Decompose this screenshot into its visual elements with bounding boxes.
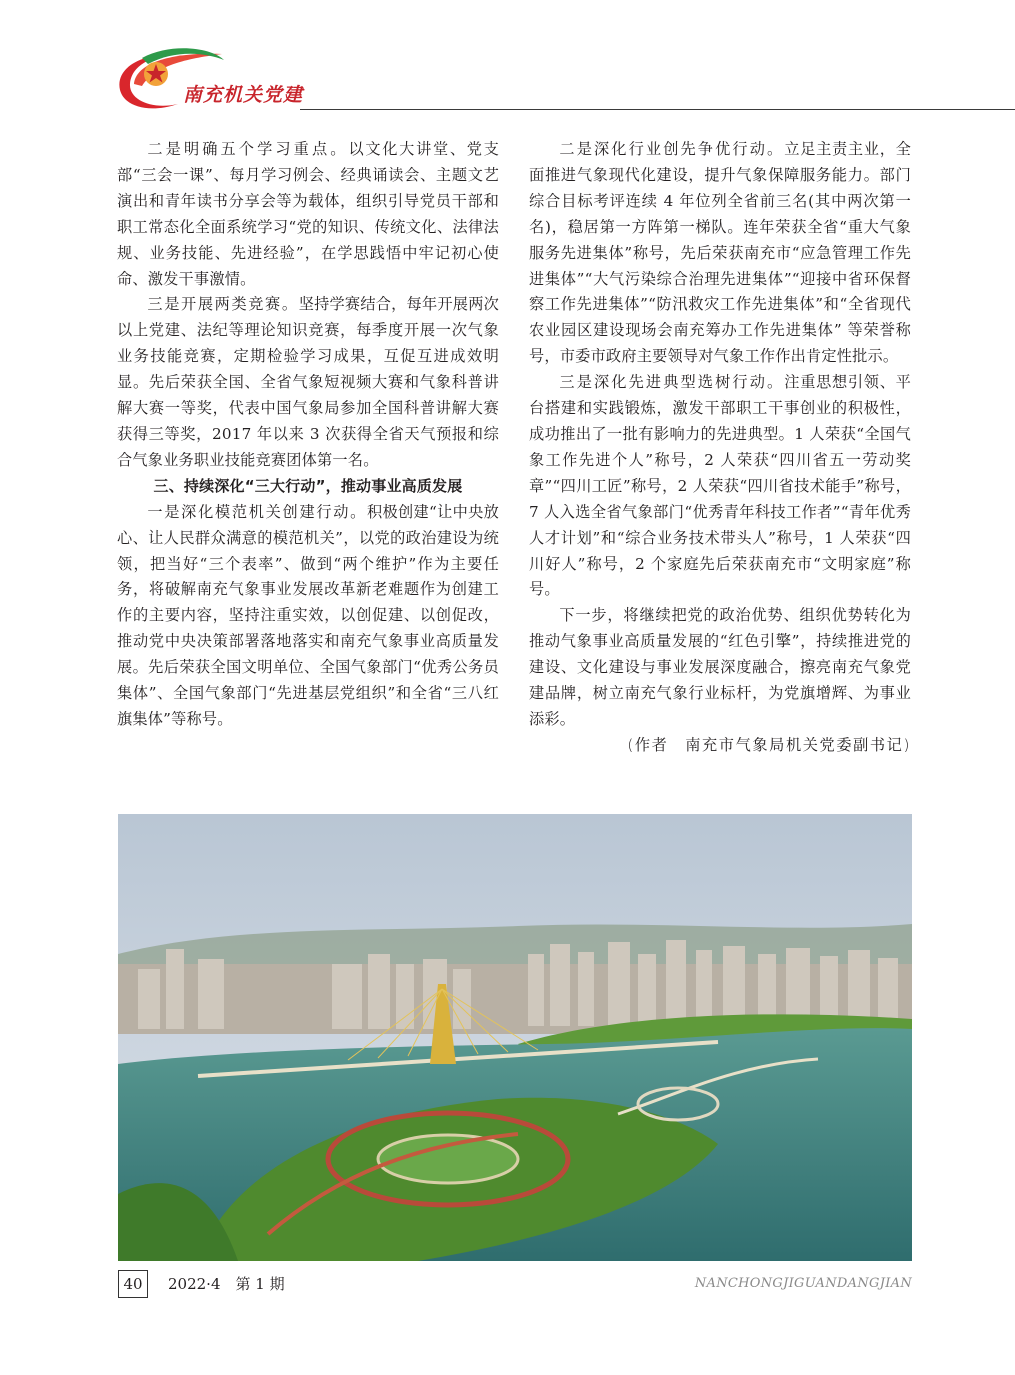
paragraph-text: 积极创建“让中央放心、让人民群众满意的模范机关”，以党的政治建设为统领，把当好“三个表率”、做到“两个维护”作为主要任务，将破解南充气象事业发展改革新老难题作为创建工作的主要内容，坚持注重实效，以创促建、以创促改，推动党中央决策部署落地落实和南充气象事业高质量发展。先后荣获全国文明单位、全国气象部门“优秀公务员集体”、全国气象部门“先进基层党组织”和全省“三八红旗集体”等称号。 (117, 502, 499, 728)
paragraph-text: 下一步，将继续把党的政治优势、组织优势转化为推动气象事业高质量发展的“红色引擎”，持续推进党的建设、文化建设与事业发展深度融合，擦亮南充气象党建品牌，树立南充气象行业标杆，为党旗增辉、为事业添彩。 (529, 606, 911, 728)
author-byline: (作者 南充市气象局机关党委副书记) (627, 735, 911, 754)
paragraph-lead: 二是明确五个学习重点。 (147, 140, 349, 158)
paragraph (529, 603, 911, 733)
paragraph (117, 292, 499, 473)
footer-brand-pinyin: NANCHONGJIGUANDANGJIAN (694, 1276, 912, 1291)
paragraph (117, 137, 499, 292)
paragraph-lead: 一是深化模范机关创建行动。 (147, 502, 368, 521)
aerial-city-river-park-photo (118, 814, 912, 1261)
paragraph-lead: 二是深化行业创先争优行动。 (559, 140, 785, 158)
paragraph-text: 注重思想引领、平台搭建和实践锻炼，激发干部职工干事创业的积极性，成功推出了一批有影响力的先进典型。1 人荣获“全国气象工作先进个人”称号，2 人荣获“四川省五一劳动奖章”“四川工匠”称号，2 人荣获“四川省技术能手”称号，7 人入选全省气象部门“优秀青年科技工作者”“青年优秀人才计划”和“综合业务技术带头人”称号，1 人荣获“四川好人”称号，2 个家庭先后荣获南充市“文明家庭”称号。 (529, 373, 911, 599)
header-divider (300, 109, 1015, 110)
paragraph-text: 立足主责主业，全面推进气象现代化建设，提升气象保障服务能力。部门综合目标考评连续 4 年位列全省前三名(其中两次第一名)，稳居第一方阵第一梯队。连年荣获全省“重大气象服务先进集体”称号，先后荣获南充市“应急管理工作先进集体”“大气污染综合治理先进集体”“迎接中省环保督察工作先进集体”“防汛救灾工作先进集体”和“全省现代农业园区建设现场会南充筹办工作先进集体” 等荣誉称号，市委市政府主要领导对气象工作作出肯定性批示。 (529, 140, 911, 366)
magazine-brand-title: 南充机关党建 (183, 84, 304, 106)
paragraph (529, 137, 911, 370)
section-heading: 三、持续深化“三大行动”，推动事业高质发展 (153, 476, 463, 495)
right-text-column (529, 137, 911, 759)
paragraph-text: 坚持学赛结合，每年开展两次以上党建、法纪等理论知识竞赛，每季度开展一次气象业务技能竞赛，定期检验学习成果，互促互进成效明显。先后荣获全国、全省气象短视频大赛和气象科普讲解大赛一等奖，代表中国气象局参加全国科普讲解大赛获得三等奖，2017 年以来 3 次获得全省天气预报和综合气象业务职业技能竞赛团体第一名。 (117, 295, 499, 469)
paragraph (529, 370, 911, 603)
paragraph-text: 以文化大讲堂、党支部“三会一课”、每月学习例会、经典诵读会、主题文艺演出和青年读书分享会等为载体，组织引导党员干部和职工常态化全面系统学习“党的知识、传统文化、法律法规、业务技能、先进经验”，在学思践悟中牢记初心使命、激发干事激情。 (117, 140, 499, 288)
paragraph-lead: 三是开展两类竞赛。 (147, 295, 299, 314)
paragraph (117, 500, 499, 733)
issue-info: 2022·4 第 1 期 (168, 1275, 285, 1293)
left-text-column (117, 137, 499, 733)
page-number: 40 (118, 1270, 148, 1298)
paragraph-lead: 三是深化先进典型选树行动。 (559, 373, 785, 392)
